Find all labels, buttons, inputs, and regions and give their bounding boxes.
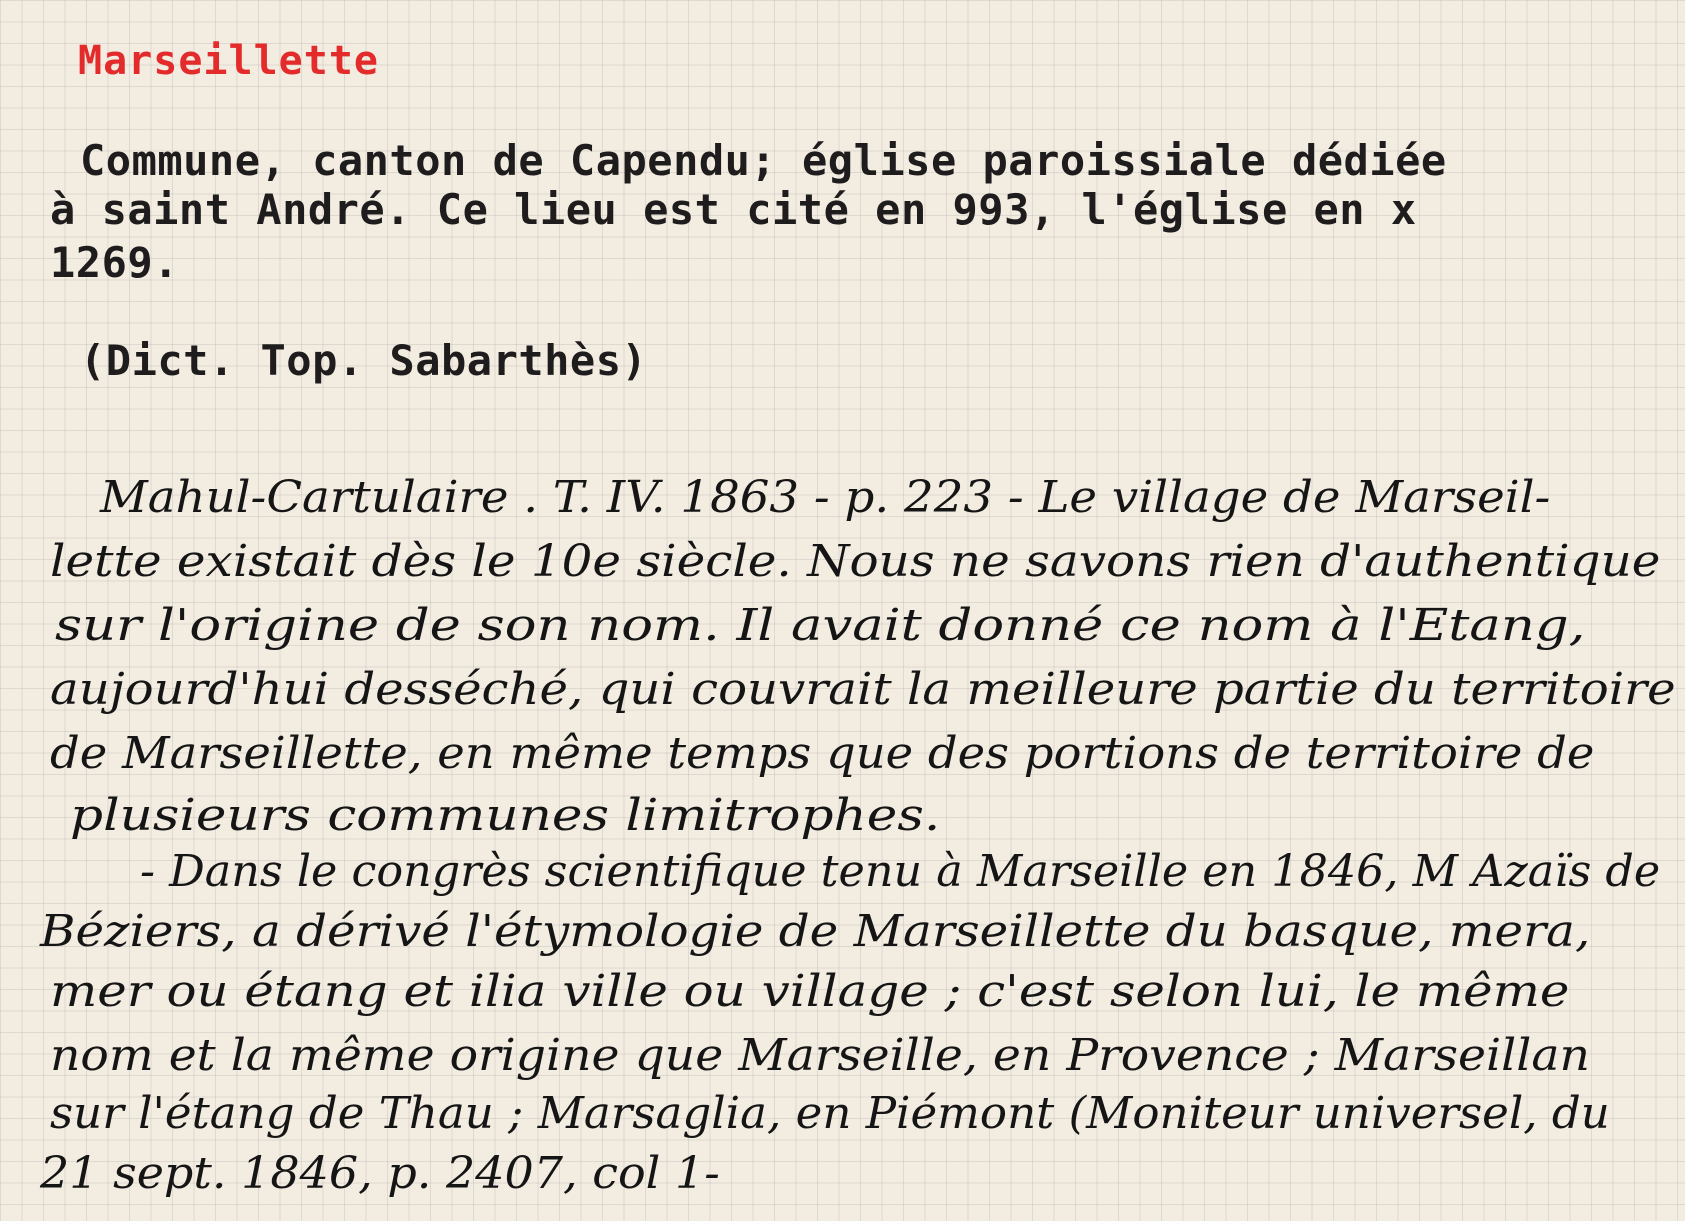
handwritten-line: 21 sept. 1846, p. 2407, col 1- (40, 1148, 720, 1199)
source-citation: (Dict. Top. Sabarthès) (80, 336, 648, 385)
handwritten-line: sur l'étang de Thau ; Marsaglia, en Piémont (Moniteur universel, du (50, 1088, 1610, 1139)
handwritten-line: lette existait dès le 10e siècle. Nous ne savons rien d'authentique (50, 536, 1661, 587)
card-title: Marseillette (78, 38, 379, 84)
handwritten-line: de Marseillette, en même temps que des portions de territoire de (50, 728, 1595, 779)
handwritten-line: plusieurs communes limitrophes. (70, 790, 941, 841)
handwritten-line: sur l'origine de son nom. Il avait donné ce nom à l'Etang, (55, 600, 1586, 651)
typed-line: à saint André. Ce lieu est cité en 993, l'église en x (50, 185, 1417, 234)
handwritten-line: Béziers, a dérivé l'étymologie de Marseillette du basque, mera, (40, 906, 1591, 957)
handwritten-line: aujourd'hui desséché, qui couvrait la meilleure partie du territoire (50, 664, 1676, 715)
typed-line: Commune, canton de Capendu; église paroissiale dédiée (80, 136, 1447, 185)
handwritten-line: nom et la même origine que Marseille, en Provence ; Marseillan (50, 1030, 1590, 1081)
handwritten-line: Mahul-Cartulaire . T. IV. 1863 - p. 223 - Le village de Marseil- (100, 472, 1551, 523)
handwritten-line: - Dans le congrès scientifique tenu à Marseille en 1846, M Azaïs de (140, 846, 1661, 897)
handwritten-line: mer ou étang et ilia ville ou village ; c'est selon lui, le même (50, 966, 1570, 1017)
typed-line: 1269. (50, 238, 179, 287)
